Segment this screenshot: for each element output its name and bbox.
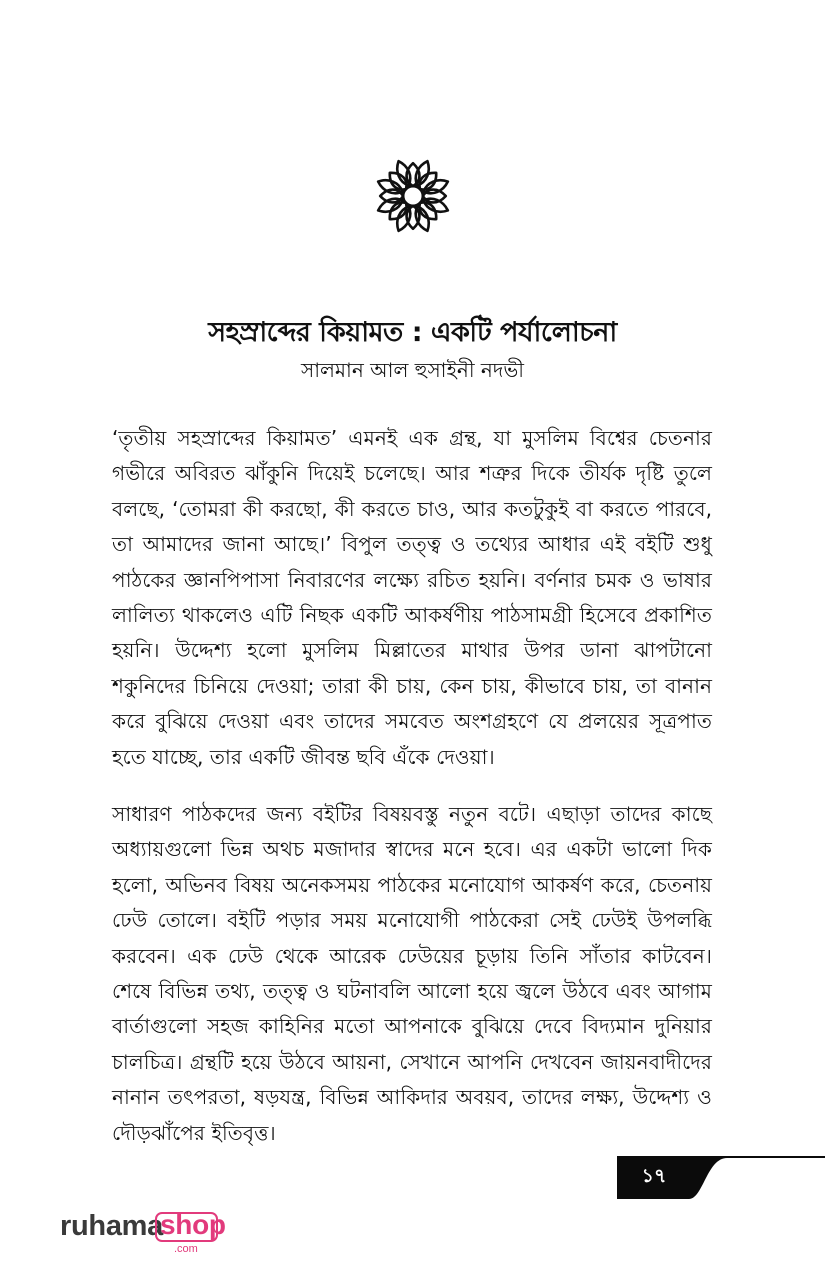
author-name: সালমান আল হুসাইনী নদভী bbox=[301, 358, 524, 382]
logo-text-com: .com bbox=[174, 1243, 198, 1255]
logo-text-ruhama: ruhama bbox=[60, 1210, 163, 1242]
logo-text-shop: shop bbox=[160, 1209, 226, 1240]
lotus-flower-icon bbox=[372, 155, 454, 237]
page-number: ১৭ bbox=[641, 1165, 667, 1187]
chapter-title: সহস্রাব্দের কিয়ামত : একটি পর্যালোচনা bbox=[208, 317, 617, 348]
body-paragraph-1: ‘তৃতীয় সহস্রাব্দের কিয়ামত’ এমনই এক গ্রন্থ, যা মুসলিম বিশ্বের চেতনার গভীরে অবিরত ঝাঁকুনি দিয়েই চলেছে। আর শত্রুর দিকে তীর্যক দৃষ্টি তুলে বলছে, ‘তোমরা কী করছো, কী করতে চাও, আর কতটুকুই বা করতে পারবে, তা আমাদের জানা আছে।’ বিপুল তত্ত্ব ও তথ্যের আধার এই বইটি শুধু পাঠকের জ্ঞানপিপাসা নিবারণের লক্ষ্যে রচিত হয়নি। বর্ণনার চমক ও ভাষার লালিত্য থাকলেও এটি নিছক একটি আকর্ষণীয় পাঠসামগ্রী হিসেবে প্রকাশিত হয়নি। উদ্দেশ্য হলো মুসলিম মিল্লাতের মাথার উপর ডানা ঝাপটানো শকুনিদের চিনিয়ে দেওয়া; তারা কী চায়, কেন চায়, কীভাবে চায়, তা বানান করে বুঝিয়ে দেওয়া এবং তাদের সমবেত অংশগ্রহণে যে প্রলয়ের সূত্রপাত হতে যাচ্ছে, তার একটি জীবন্ত ছবি এঁকে দেওয়া। bbox=[112, 426, 712, 769]
body-paragraph-2: সাধারণ পাঠকদের জন্য বইটির বিষয়বস্তু নতুন বটে। এছাড়া তাদের কাছে অধ্যায়গুলো ভিন্ন অথচ মজাদার স্বাদের মনে হবে। এর একটা ভালো দিক হলো, অভিনব বিষয় অনেকসময় পাঠকের মনোযোগ আকর্ষণ করে, চেতনায় ঢেউ তোলে। বইটি পড়ার সময় মনোযোগী পাঠকেরা সেই ঢেউই উপলব্ধি করবেন। এক ঢেউ থেকে আরেক ঢেউয়ের চূড়ায় তিনি সাঁতার কাটবেন। শেষে বিভিন্ন তথ্য, তত্ত্ব ও ঘটনাবলি আলো হয়ে জ্বলে উঠবে এবং আগাম বার্তাগুলো সহজ কাহিনির মতো আপনাকে বুঝিয়ে দেবে বিদ্যমান দুনিয়ার চালচিত্র। গ্রন্থটি হয়ে উঠবে আয়না, সেখানে আপনি দেখবেন জায়নবাদীদের নানান তৎপরতা, ষড়যন্ত্র, বিভিন্ন আকিদার অবয়ব, তাদের লক্ষ্য, উদ্দেশ্য ও দৌড়ঝাঁপের ইতিবৃত্ত। bbox=[112, 802, 712, 1145]
